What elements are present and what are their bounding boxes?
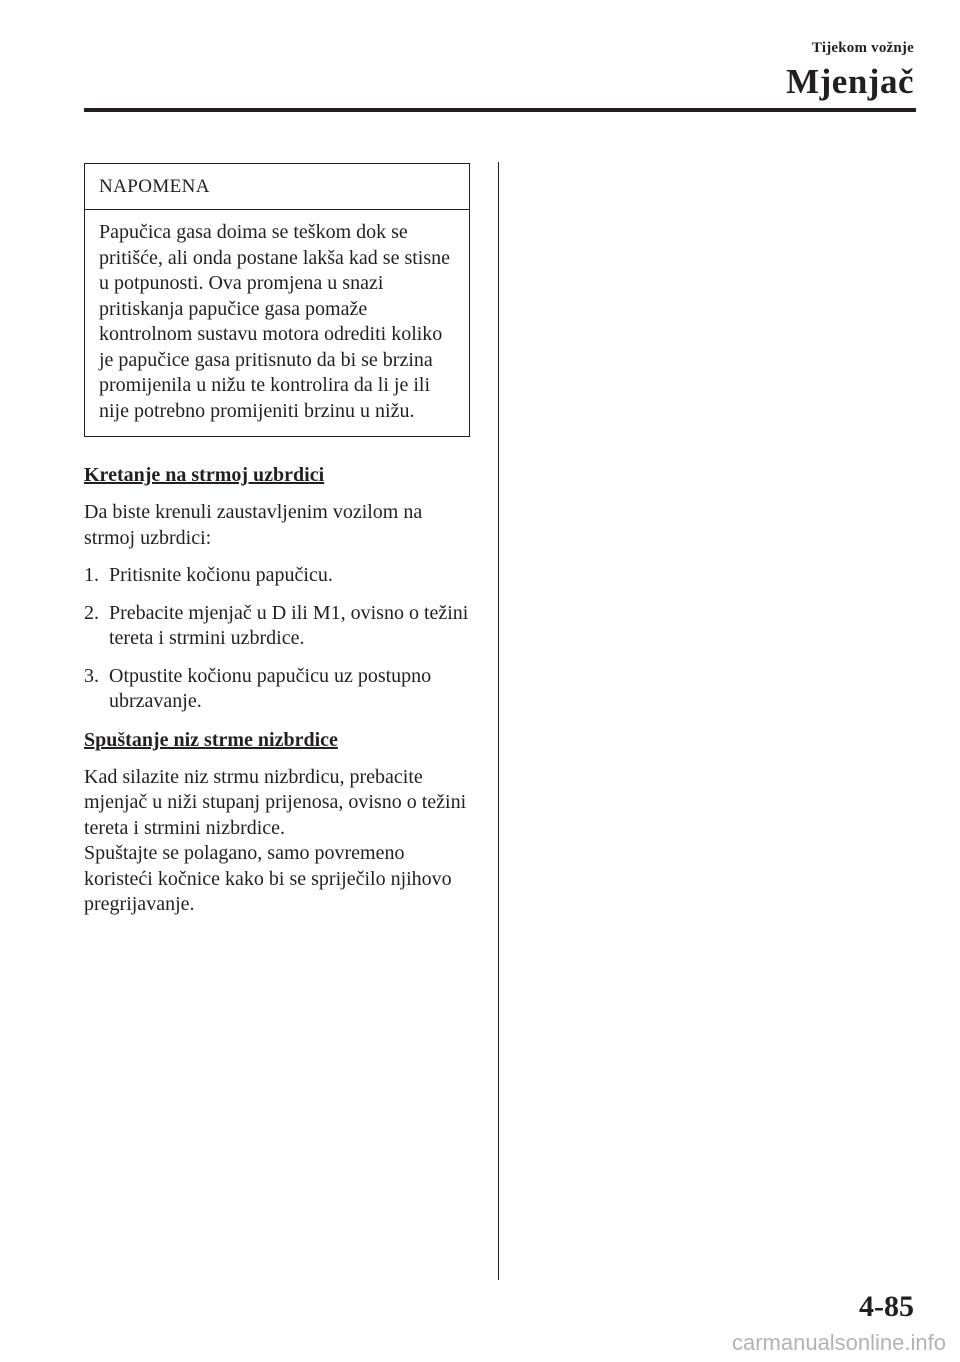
step-number: 1. <box>84 564 99 586</box>
step-item <box>84 664 470 715</box>
chapter-title: Mjenjač <box>786 62 914 101</box>
step-text: Pritisnite kočionu papučicu. <box>109 564 333 586</box>
note-box <box>84 163 470 437</box>
step-item <box>84 601 470 652</box>
step-text: Prebacite mjenjač u D ili M1, ovisno o težini tereta i strmini uzbrdice. <box>109 601 469 649</box>
page-number: 4-85 <box>859 1290 914 1323</box>
uphill-heading: Kretanje na strmoj uzbrdici <box>84 464 325 486</box>
step-text: Otpustite kočionu papučicu uz postupno ubrzavanje. <box>109 664 432 712</box>
downhill-paragraph: Kad silazite niz strmu nizbrdicu, prebacite mjenjač u niži stupanj prijenosa, ovisno o težini tereta i strmini nizbrdice. <box>84 765 467 839</box>
step-number: 2. <box>84 601 99 624</box>
column-divider <box>498 162 499 1280</box>
step-item <box>84 563 470 589</box>
watermark: carmanualsonline.info <box>731 1330 946 1355</box>
note-body: Papučica gasa doima se teškom dok se pritišće, ali onda postane lakša kad se stisne u potpunosti. Ova promjena u snazi pritiskanja papučice gasa pomaže kontrolnom sustavu motora odrediti koliko je papučice gasa pritisnuto da bi se brzina promijenila u nižu te kontrolira da li je ili nije potrebno promijeniti brzinu u nižu. <box>99 221 451 422</box>
header-rule <box>84 108 916 112</box>
uphill-intro: Da biste krenuli zaustavljenim vozilom na strmoj uzbrdici: <box>84 501 423 549</box>
left-column <box>84 163 470 918</box>
downhill-heading: Spuštanje niz strme nizbrdice <box>84 728 338 751</box>
note-title: NAPOMENA <box>85 164 469 210</box>
section-label: Tijekom vožnje <box>811 40 914 56</box>
downhill-paragraph-2: Spuštajte se polagano, samo povremeno koristeći kočnice kako bi se spriječilo njihovo pregrijavanje. <box>84 842 452 915</box>
step-number: 3. <box>84 664 99 687</box>
